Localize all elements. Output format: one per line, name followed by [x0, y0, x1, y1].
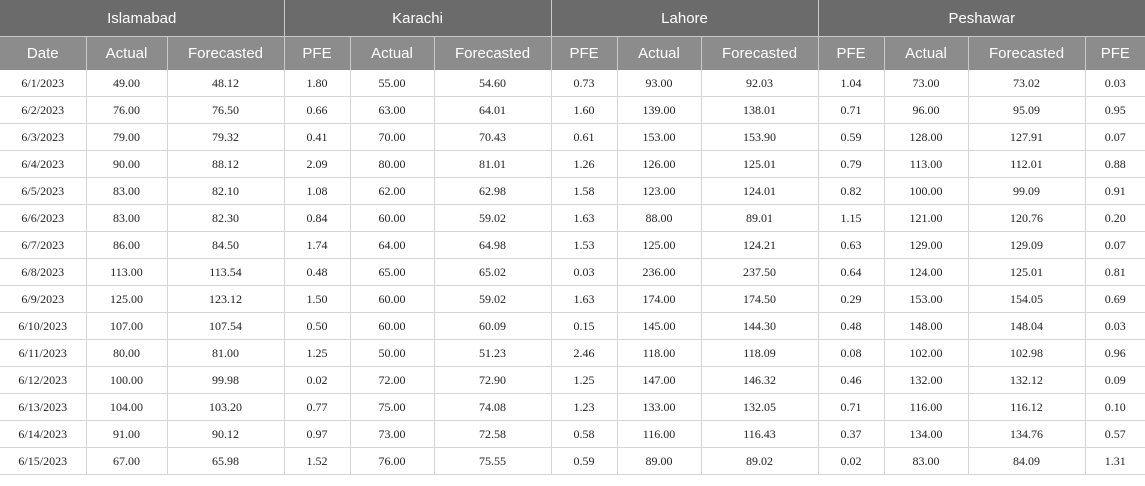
value-cell: 0.29: [818, 286, 884, 313]
value-cell: 153.90: [701, 124, 818, 151]
value-cell: 60.00: [350, 313, 434, 340]
value-cell: 1.08: [284, 178, 350, 205]
value-cell: 64.01: [434, 97, 551, 124]
value-cell: 79.32: [167, 124, 284, 151]
value-cell: 1.80: [284, 70, 350, 97]
value-cell: 70.43: [434, 124, 551, 151]
value-cell: 113.00: [86, 259, 167, 286]
value-cell: 0.96: [1085, 340, 1145, 367]
value-cell: 1.26: [551, 151, 617, 178]
value-cell: 102.00: [884, 340, 968, 367]
table-row: [0, 448, 1145, 475]
value-cell: 55.00: [350, 70, 434, 97]
value-cell: 76.00: [350, 448, 434, 475]
value-cell: 0.48: [818, 313, 884, 340]
date-cell: 6/12/2023: [0, 367, 86, 394]
value-cell: 0.95: [1085, 97, 1145, 124]
value-cell: 0.73: [551, 70, 617, 97]
value-cell: 88.00: [617, 205, 701, 232]
value-cell: 1.50: [284, 286, 350, 313]
value-cell: 0.79: [818, 151, 884, 178]
value-cell: 92.03: [701, 70, 818, 97]
date-cell: 6/3/2023: [0, 124, 86, 151]
value-cell: 99.09: [968, 178, 1085, 205]
value-cell: 144.30: [701, 313, 818, 340]
value-cell: 83.00: [86, 178, 167, 205]
value-cell: 104.00: [86, 394, 167, 421]
value-cell: 48.12: [167, 70, 284, 97]
value-cell: 88.12: [167, 151, 284, 178]
value-cell: 132.05: [701, 394, 818, 421]
value-cell: 124.00: [884, 259, 968, 286]
value-cell: 147.00: [617, 367, 701, 394]
value-cell: 99.98: [167, 367, 284, 394]
value-cell: 0.59: [818, 124, 884, 151]
value-cell: 90.00: [86, 151, 167, 178]
value-cell: 148.04: [968, 313, 1085, 340]
value-cell: 81.01: [434, 151, 551, 178]
value-cell: 132.12: [968, 367, 1085, 394]
value-cell: 2.46: [551, 340, 617, 367]
value-cell: 129.09: [968, 232, 1085, 259]
value-cell: 118.09: [701, 340, 818, 367]
value-cell: 51.23: [434, 340, 551, 367]
value-cell: 127.91: [968, 124, 1085, 151]
value-cell: 0.07: [1085, 232, 1145, 259]
table-row: [0, 394, 1145, 421]
value-cell: 0.81: [1085, 259, 1145, 286]
value-cell: 73.00: [884, 70, 968, 97]
value-cell: 116.12: [968, 394, 1085, 421]
value-cell: 1.25: [551, 367, 617, 394]
column-header-row: [0, 37, 1145, 71]
value-cell: 72.58: [434, 421, 551, 448]
value-cell: 83.00: [86, 205, 167, 232]
value-cell: 0.82: [818, 178, 884, 205]
value-cell: 133.00: [617, 394, 701, 421]
table-body: [0, 70, 1145, 475]
value-cell: 72.90: [434, 367, 551, 394]
value-cell: 89.01: [701, 205, 818, 232]
value-cell: 0.57: [1085, 421, 1145, 448]
column-header: Actual: [884, 37, 968, 71]
value-cell: 76.50: [167, 97, 284, 124]
value-cell: 89.02: [701, 448, 818, 475]
value-cell: 65.00: [350, 259, 434, 286]
value-cell: 65.02: [434, 259, 551, 286]
value-cell: 62.00: [350, 178, 434, 205]
city-header-karachi: Karachi: [284, 0, 551, 37]
column-header: Actual: [617, 37, 701, 71]
table-row: [0, 70, 1145, 97]
value-cell: 125.00: [617, 232, 701, 259]
value-cell: 0.03: [1085, 70, 1145, 97]
value-cell: 100.00: [884, 178, 968, 205]
value-cell: 237.50: [701, 259, 818, 286]
value-cell: 0.71: [818, 394, 884, 421]
value-cell: 50.00: [350, 340, 434, 367]
value-cell: 0.77: [284, 394, 350, 421]
value-cell: 84.09: [968, 448, 1085, 475]
value-cell: 0.91: [1085, 178, 1145, 205]
table-row: [0, 124, 1145, 151]
value-cell: 63.00: [350, 97, 434, 124]
value-cell: 1.23: [551, 394, 617, 421]
value-cell: 153.00: [617, 124, 701, 151]
column-header: Forecasted: [701, 37, 818, 71]
value-cell: 0.63: [818, 232, 884, 259]
value-cell: 59.02: [434, 286, 551, 313]
value-cell: 145.00: [617, 313, 701, 340]
value-cell: 116.00: [617, 421, 701, 448]
table-row: [0, 340, 1145, 367]
table-row: [0, 286, 1145, 313]
value-cell: 0.61: [551, 124, 617, 151]
value-cell: 65.98: [167, 448, 284, 475]
column-header: PFE: [551, 37, 617, 71]
column-header: Forecasted: [968, 37, 1085, 71]
value-cell: 79.00: [86, 124, 167, 151]
value-cell: 0.84: [284, 205, 350, 232]
value-cell: 0.03: [551, 259, 617, 286]
value-cell: 1.31: [1085, 448, 1145, 475]
value-cell: 128.00: [884, 124, 968, 151]
value-cell: 82.10: [167, 178, 284, 205]
date-cell: 6/14/2023: [0, 421, 86, 448]
value-cell: 124.01: [701, 178, 818, 205]
value-cell: 113.00: [884, 151, 968, 178]
value-cell: 60.00: [350, 286, 434, 313]
value-cell: 73.02: [968, 70, 1085, 97]
value-cell: 1.74: [284, 232, 350, 259]
value-cell: 236.00: [617, 259, 701, 286]
column-header: Forecasted: [434, 37, 551, 71]
value-cell: 60.00: [350, 205, 434, 232]
date-cell: 6/13/2023: [0, 394, 86, 421]
value-cell: 153.00: [884, 286, 968, 313]
value-cell: 0.07: [1085, 124, 1145, 151]
date-cell: 6/11/2023: [0, 340, 86, 367]
value-cell: 107.00: [86, 313, 167, 340]
value-cell: 102.98: [968, 340, 1085, 367]
value-cell: 0.15: [551, 313, 617, 340]
value-cell: 134.00: [884, 421, 968, 448]
value-cell: 83.00: [884, 448, 968, 475]
value-cell: 1.63: [551, 205, 617, 232]
column-header: Actual: [350, 37, 434, 71]
value-cell: 174.50: [701, 286, 818, 313]
value-cell: 129.00: [884, 232, 968, 259]
value-cell: 2.09: [284, 151, 350, 178]
value-cell: 0.41: [284, 124, 350, 151]
value-cell: 1.25: [284, 340, 350, 367]
value-cell: 0.08: [818, 340, 884, 367]
value-cell: 174.00: [617, 286, 701, 313]
table-row: [0, 178, 1145, 205]
date-cell: 6/7/2023: [0, 232, 86, 259]
date-cell: 6/4/2023: [0, 151, 86, 178]
column-header: PFE: [284, 37, 350, 71]
column-header: PFE: [818, 37, 884, 71]
value-cell: 62.98: [434, 178, 551, 205]
date-cell: 6/15/2023: [0, 448, 86, 475]
date-cell: 6/8/2023: [0, 259, 86, 286]
value-cell: 123.12: [167, 286, 284, 313]
value-cell: 124.21: [701, 232, 818, 259]
value-cell: 139.00: [617, 97, 701, 124]
value-cell: 0.59: [551, 448, 617, 475]
value-cell: 0.58: [551, 421, 617, 448]
value-cell: 54.60: [434, 70, 551, 97]
value-cell: 91.00: [86, 421, 167, 448]
date-cell: 6/6/2023: [0, 205, 86, 232]
table-row: [0, 151, 1145, 178]
value-cell: 1.58: [551, 178, 617, 205]
value-cell: 82.30: [167, 205, 284, 232]
value-cell: 95.09: [968, 97, 1085, 124]
value-cell: 59.02: [434, 205, 551, 232]
value-cell: 1.52: [284, 448, 350, 475]
value-cell: 0.37: [818, 421, 884, 448]
value-cell: 74.08: [434, 394, 551, 421]
value-cell: 96.00: [884, 97, 968, 124]
value-cell: 107.54: [167, 313, 284, 340]
table-row: [0, 205, 1145, 232]
value-cell: 1.60: [551, 97, 617, 124]
value-cell: 49.00: [86, 70, 167, 97]
date-cell: 6/9/2023: [0, 286, 86, 313]
value-cell: 0.88: [1085, 151, 1145, 178]
value-cell: 0.09: [1085, 367, 1145, 394]
column-header: Forecasted: [167, 37, 284, 71]
value-cell: 125.01: [701, 151, 818, 178]
value-cell: 0.64: [818, 259, 884, 286]
value-cell: 113.54: [167, 259, 284, 286]
table-row: [0, 313, 1145, 340]
value-cell: 72.00: [350, 367, 434, 394]
table-row: [0, 232, 1145, 259]
value-cell: 93.00: [617, 70, 701, 97]
table-row: [0, 421, 1145, 448]
date-cell: 6/2/2023: [0, 97, 86, 124]
value-cell: 134.76: [968, 421, 1085, 448]
value-cell: 126.00: [617, 151, 701, 178]
value-cell: 103.20: [167, 394, 284, 421]
value-cell: 0.03: [1085, 313, 1145, 340]
value-cell: 89.00: [617, 448, 701, 475]
value-cell: 116.00: [884, 394, 968, 421]
city-header-lahore: Lahore: [551, 0, 818, 37]
value-cell: 76.00: [86, 97, 167, 124]
value-cell: 118.00: [617, 340, 701, 367]
value-cell: 67.00: [86, 448, 167, 475]
value-cell: 146.32: [701, 367, 818, 394]
value-cell: 75.55: [434, 448, 551, 475]
value-cell: 0.66: [284, 97, 350, 124]
value-cell: 0.46: [818, 367, 884, 394]
value-cell: 120.76: [968, 205, 1085, 232]
value-cell: 125.01: [968, 259, 1085, 286]
date-cell: 6/1/2023: [0, 70, 86, 97]
city-header-row: [0, 0, 1145, 37]
value-cell: 86.00: [86, 232, 167, 259]
value-cell: 148.00: [884, 313, 968, 340]
value-cell: 138.01: [701, 97, 818, 124]
date-cell: 6/10/2023: [0, 313, 86, 340]
value-cell: 100.00: [86, 367, 167, 394]
value-cell: 0.20: [1085, 205, 1145, 232]
column-header: Date: [0, 37, 86, 71]
value-cell: 64.00: [350, 232, 434, 259]
city-header-peshawar: Peshawar: [818, 0, 1145, 37]
value-cell: 132.00: [884, 367, 968, 394]
value-cell: 1.53: [551, 232, 617, 259]
value-cell: 121.00: [884, 205, 968, 232]
date-cell: 6/5/2023: [0, 178, 86, 205]
value-cell: 0.10: [1085, 394, 1145, 421]
value-cell: 60.09: [434, 313, 551, 340]
value-cell: 0.97: [284, 421, 350, 448]
value-cell: 81.00: [167, 340, 284, 367]
value-cell: 70.00: [350, 124, 434, 151]
value-cell: 116.43: [701, 421, 818, 448]
value-cell: 80.00: [86, 340, 167, 367]
value-cell: 1.15: [818, 205, 884, 232]
value-cell: 0.48: [284, 259, 350, 286]
value-cell: 1.04: [818, 70, 884, 97]
city-header-islamabad: Islamabad: [0, 0, 284, 37]
value-cell: 0.02: [818, 448, 884, 475]
value-cell: 73.00: [350, 421, 434, 448]
table-row: [0, 259, 1145, 286]
value-cell: 90.12: [167, 421, 284, 448]
table-row: [0, 367, 1145, 394]
value-cell: 123.00: [617, 178, 701, 205]
value-cell: 0.02: [284, 367, 350, 394]
column-header: Actual: [86, 37, 167, 71]
value-cell: 1.63: [551, 286, 617, 313]
value-cell: 75.00: [350, 394, 434, 421]
value-cell: 0.50: [284, 313, 350, 340]
value-cell: 80.00: [350, 151, 434, 178]
column-header: PFE: [1085, 37, 1145, 71]
value-cell: 125.00: [86, 286, 167, 313]
value-cell: 0.69: [1085, 286, 1145, 313]
value-cell: 84.50: [167, 232, 284, 259]
table-row: [0, 97, 1145, 124]
value-cell: 64.98: [434, 232, 551, 259]
value-cell: 112.01: [968, 151, 1085, 178]
value-cell: 154.05: [968, 286, 1085, 313]
value-cell: 0.71: [818, 97, 884, 124]
